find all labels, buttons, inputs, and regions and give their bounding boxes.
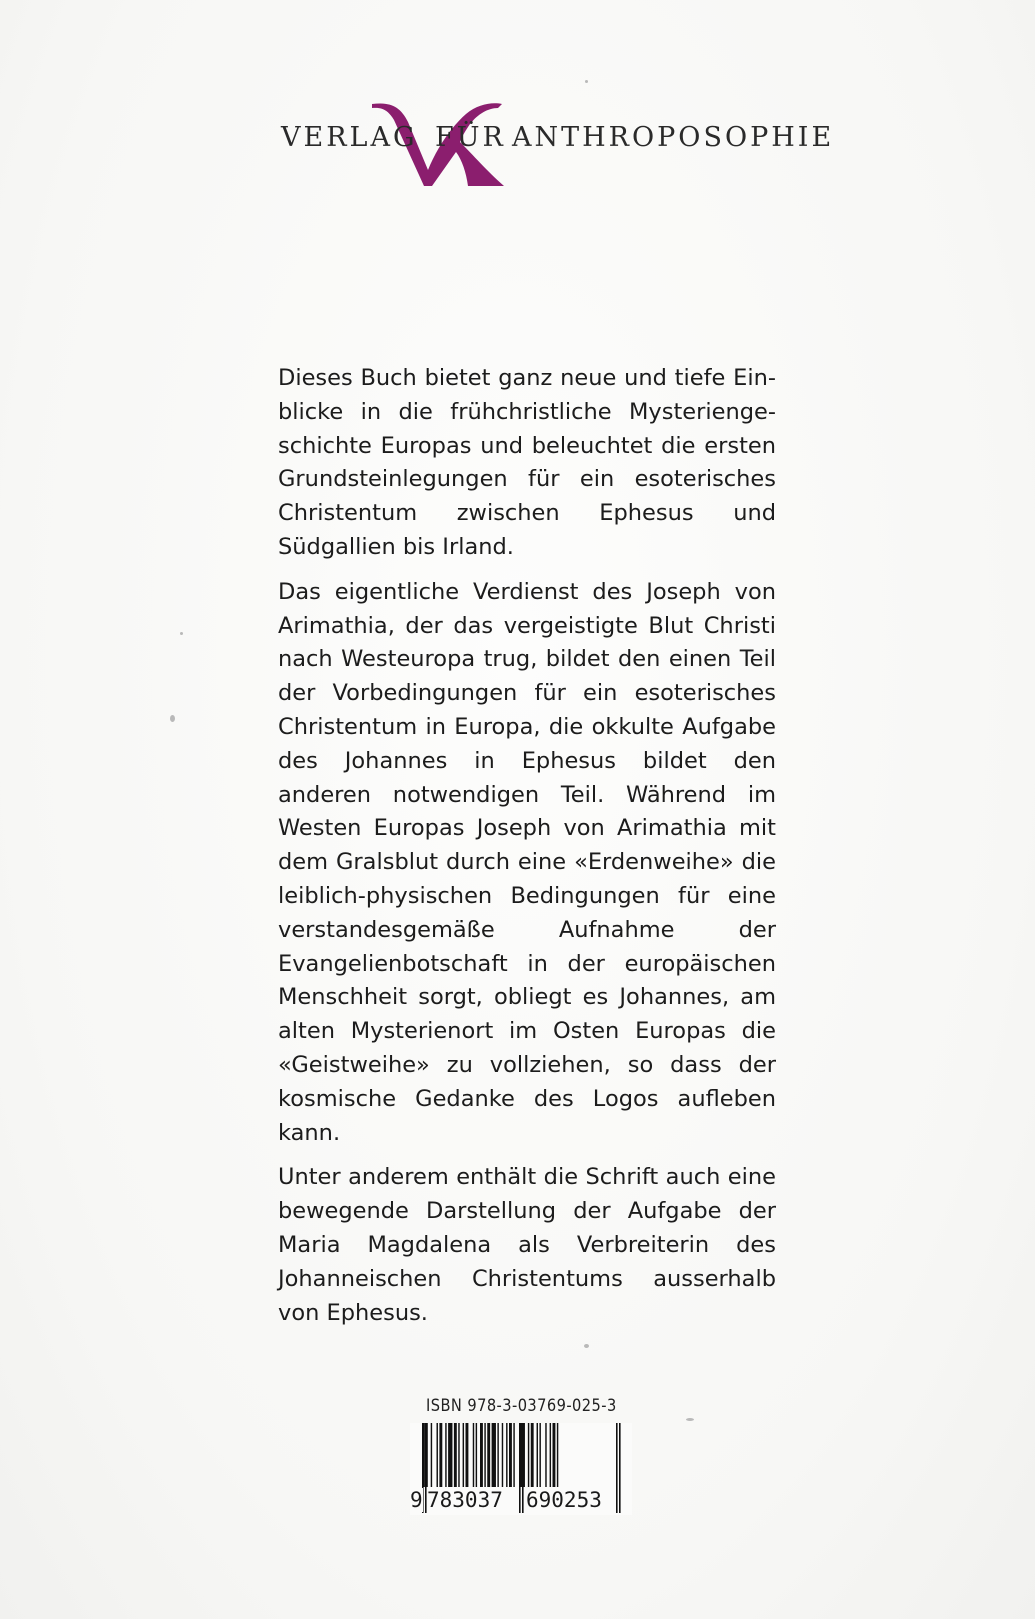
logo-word-verlag: VERLAG — [281, 122, 418, 153]
paper-speck — [584, 1344, 589, 1348]
logo-word-fuer: FÜR — [435, 122, 506, 153]
barcode-digit-lead: 9 — [410, 1488, 423, 1512]
barcode-digits-right: 690253 — [526, 1488, 602, 1512]
blurb-paragraph-2: Das eigentliche Verdienst des Joseph von Arimathia, der das vergeistigte Blut Christi nach Westeuropa trug, bildet den einen Teil der Vorbedingungen für ein esoterisches Christentum in Europa, die okkulte Aufgabe des Johannes in Ephesus bildet den anderen notwendigen Teil. Während im Westen Europas Joseph von Arimathia mit dem Gralsblut durch eine «Erdenweihe» die leiblich-physischen Bedingungen für eine verstandesgemäße Aufnahme der Evangelienbotschaft in der europäischen Menschheit sorgt, obliegt es Johannes, am alten Mysterienort im Osten Europas die «Geistweihe» zu vollziehen, so dass der kosmische Gedanke des Logos aufleben kann. — [278, 578, 776, 1146]
blurb-paragraph-1: Dieses Buch bietet ganz neue und tiefe Einblicke in die frühchristliche Mysteriengeschichte Europas und beleuchtet die ersten Grundsteinlegungen für ein esoterisches Christentum zwischen Ephesus und Südgallien bis Irland. — [278, 365, 776, 560]
barcode-digits — [410, 1488, 632, 1514]
blurb-text — [278, 362, 776, 1341]
paper-speck — [585, 80, 588, 83]
publisher-logo — [270, 100, 835, 190]
blurb-paragraph-3: Unter anderem enthält die Schrift auch eine bewegende Darstellung der Aufgabe der Maria Magdalena als Verbreiterin des Johanneischen Christentums ausserhalb von Ephesus. — [278, 1164, 776, 1326]
paper-speck — [170, 715, 175, 722]
paper-speck — [686, 1418, 694, 1421]
isbn-label: ISBN 978-3-03769-025-3 — [426, 1396, 617, 1416]
paper-speck — [180, 632, 183, 635]
barcode-digits-left: 783037 — [427, 1488, 503, 1512]
logo-word-anthroposophie: ANTHROPOSOPHIE — [512, 122, 835, 153]
